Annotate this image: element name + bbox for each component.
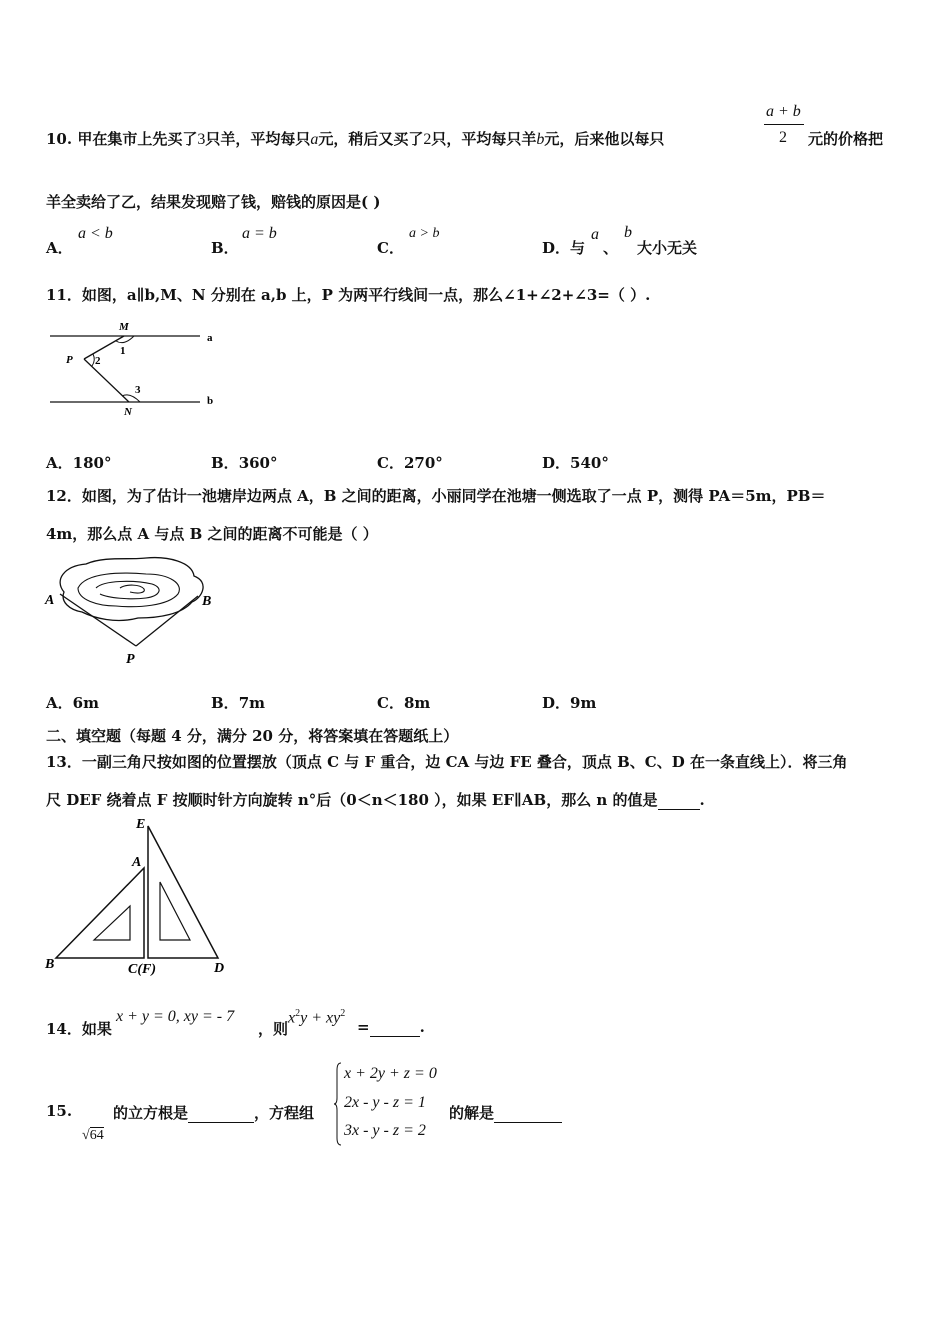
label-p: P: [126, 652, 135, 667]
q15-sqrt: √64: [82, 1128, 104, 1143]
pond-ripple-inner: [120, 585, 144, 593]
segment-pb: [136, 596, 198, 646]
q11-option-c[interactable]: C．270°: [377, 454, 443, 472]
q15-cube-root-blank[interactable]: [188, 1104, 254, 1123]
q10-line1: 10. 甲在集市上先买了3只羊，平均每只a元，稍后又买了2只，平均每只羊b元，后来他以每只: [46, 130, 665, 148]
q15-solution-blank[interactable]: [494, 1104, 562, 1123]
q15-equation-2: 2x - y - z = 1: [344, 1094, 426, 1111]
label-b: b: [207, 395, 214, 407]
label-3: 3: [135, 384, 141, 396]
q14-expression: $x^2y + xy^2$: [288, 1008, 346, 1027]
radical-icon: √: [82, 1128, 90, 1143]
q14-answer-blank[interactable]: [370, 1018, 420, 1037]
q10-option-c-expr: a > b: [409, 226, 440, 241]
q11-option-a[interactable]: A．180°: [46, 454, 112, 472]
section-title: 二、填空题（每题 4 分，满分 20 分，将答案填在答题纸上）: [46, 727, 459, 745]
pond-ripple-mid: [96, 581, 159, 598]
angle-2-arc: [92, 354, 94, 366]
q13-figure: [42, 812, 242, 980]
q10-option-c[interactable]: C．: [377, 239, 404, 257]
label-cf: C(F): [128, 962, 156, 977]
q14-lead: 14．如果: [46, 1020, 112, 1038]
q12-option-a[interactable]: A．6m: [46, 694, 99, 712]
q10-line2: 羊全卖给了乙，结果发现赔了钱，赔钱的原因是( ): [46, 193, 381, 211]
label-1: 1: [120, 345, 126, 357]
q10-option-d-tail: 大小无关: [637, 239, 698, 257]
pond-outline: [60, 558, 203, 621]
q10-fraction-numerator: a + b: [766, 103, 801, 120]
q12-line2: 4m，那么点 A 与点 B 之间的距离不可能是（ ）: [46, 525, 378, 543]
q15-equation-3: 3x - y - z = 2: [344, 1122, 426, 1139]
pond-ripple-outer: [78, 573, 179, 607]
q10-fraction-bar: [764, 124, 804, 125]
q14-tail: = .: [357, 1018, 425, 1036]
q12-line1: 12．如图，为了估计一池塘岸边两点 A，B 之间的距离，小丽同学在池塘一侧选取了一点 P，测得 PA＝5m，PB＝: [46, 487, 826, 505]
q10-option-a[interactable]: A．: [46, 239, 73, 257]
q15-equation-1: x + 2y + z = 0: [344, 1065, 437, 1082]
triangle-abc: [56, 868, 144, 958]
q10-option-b[interactable]: B．: [211, 239, 239, 257]
q10-option-d[interactable]: D．与: [542, 239, 586, 257]
q10-line1-tail: 元的价格把: [808, 130, 884, 148]
q14-condition: x + y = 0, xy = - 7: [116, 1008, 235, 1025]
q12-figure: [42, 552, 222, 670]
q10-option-d-a: a: [591, 226, 599, 243]
triangle-abc-inner: [94, 906, 130, 940]
q12-option-d[interactable]: D．9m: [542, 694, 597, 712]
q15-part1: 的立方根是 ，方程组: [113, 1104, 315, 1122]
triangle-def-inner: [160, 882, 190, 940]
label-e: E: [136, 817, 146, 832]
q11-figure: [44, 316, 234, 426]
label-p: P: [66, 354, 73, 366]
q13-line2: 尺 DEF 绕着点 F 按顺时针方向旋转 n°后（0＜n＜180 ），如果 EF∥AB，那么 n 的值是 .: [46, 791, 705, 809]
q13-answer-blank[interactable]: [658, 791, 700, 810]
q10-fraction-denominator: 2: [779, 129, 787, 146]
segment-mp: [84, 336, 124, 359]
q10-option-a-expr: a < b: [78, 225, 113, 242]
label-m: M: [119, 321, 129, 333]
q10-option-d-sep: 、: [603, 239, 619, 257]
q15-num: 15.: [46, 1102, 73, 1120]
label-b: B: [45, 957, 55, 972]
label-a: a: [207, 332, 213, 344]
label-a: A: [45, 593, 55, 608]
triangle-def: [148, 826, 218, 958]
label-b: B: [202, 594, 212, 609]
label-d: D: [214, 961, 225, 976]
q11-option-b[interactable]: B．360°: [211, 454, 278, 472]
q12-option-c[interactable]: C．8m: [377, 694, 431, 712]
q10-option-b-expr: a = b: [242, 225, 277, 242]
left-brace-icon: [334, 1062, 342, 1146]
label-2: 2: [95, 355, 101, 367]
q11-text: 11．如图，a∥b,M、N 分别在 a,b 上，P 为两平行线间一点，那么∠1+∠2+∠3=（ ）.: [46, 286, 651, 304]
q13-line1: 13．一副三角尺按如图的位置摆放（顶点 C 与 F 重合，边 CA 与边 FE 叠合，顶点 B、C、D 在一条直线上）．将三角: [46, 753, 848, 771]
label-n: N: [124, 406, 132, 418]
label-a: A: [132, 855, 142, 870]
q15-part3: 的解是: [449, 1102, 562, 1123]
q11-option-d[interactable]: D．540°: [542, 454, 609, 472]
q14-mid: ，则: [258, 1020, 289, 1038]
q12-option-b[interactable]: B．7m: [211, 694, 265, 712]
q10-option-d-b: b: [624, 224, 632, 241]
